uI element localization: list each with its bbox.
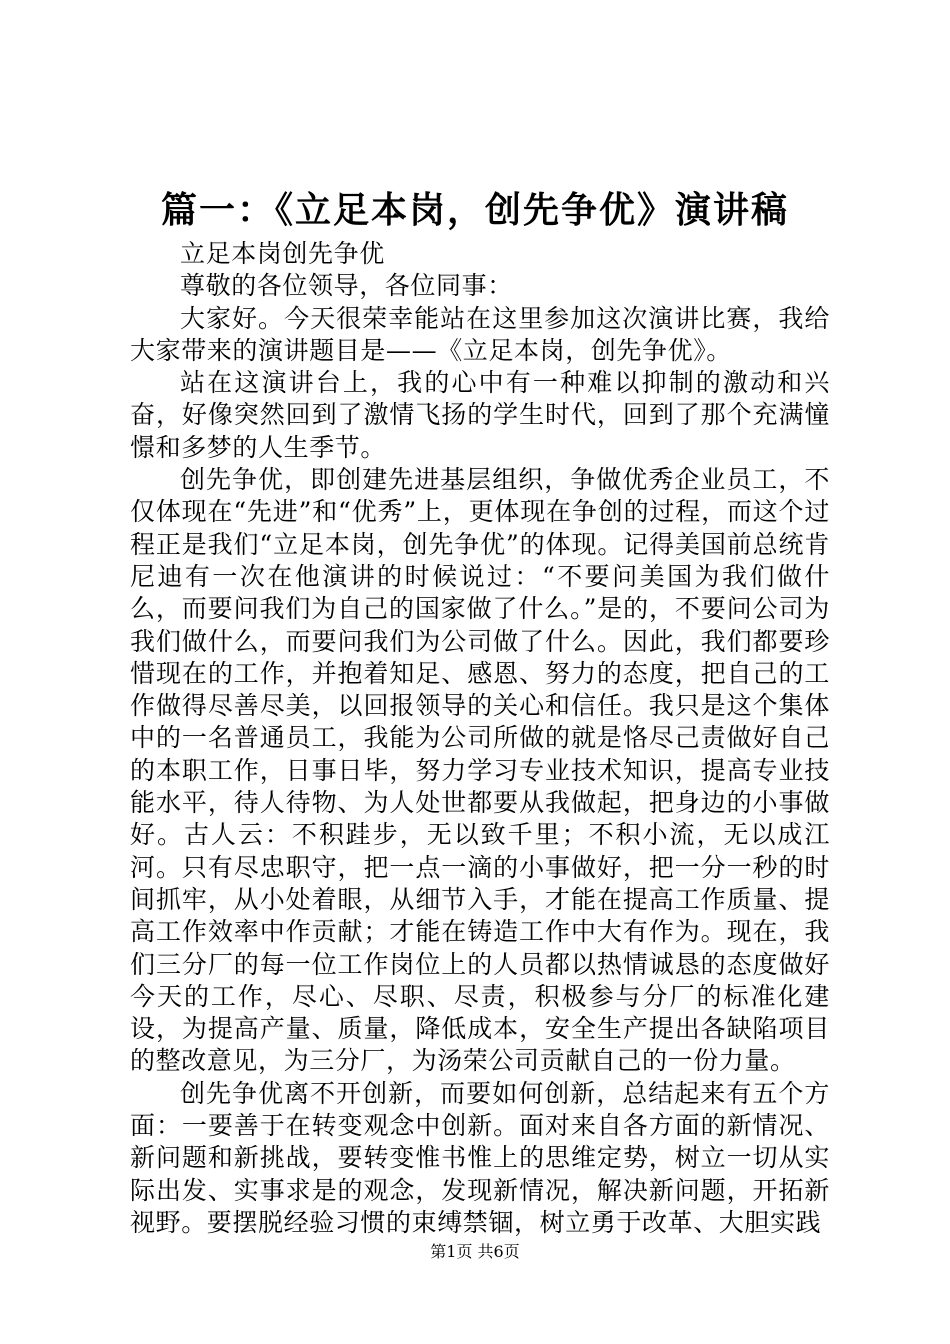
document-title: 篇一：《立足本岗，创先争优》演讲稿 — [160, 189, 789, 231]
page-number-footer: 第1页 共6页 — [430, 1242, 520, 1261]
paragraph-subtitle: 立足本岗创先争优 — [180, 239, 385, 268]
document-body — [130, 238, 830, 1239]
paragraph: 大家好。今天很荣幸能站在这里参加这次演讲比赛，我给大家带来的演讲题目是——《立足本岗，创先争优》。 — [130, 303, 830, 365]
paragraph-salutation: 尊敬的各位领导，各位同事： — [180, 271, 513, 301]
paragraph: 创先争优离不开创新，而要如何创新，总结起来有五个方面：一要善于在转变观念中创新。面对来自各方面的新情况、新问题和新挑战，要转变惟书惟上的思维定势，树立一切从实际出发、实事求是的观念，发现新情况，解决新问题，开拓新视野。要摆脱经验习惯的束缚禁锢，树立勇于改革、大胆实践 — [130, 1078, 830, 1237]
paragraph: 创先争优，即创建先进基层组织，争做优秀企业员工，不仅体现在“先进”和“优秀”上，更体现在争创的过程，而这个过程正是我们“立足本岗，创先争优”的体现。记得美国前总统肯尼迪有一次在他演讲的时候说过：“不要问美国为我们做什么，而要问我们为自己的国家做了什么。”是的，不要问公司为我们做什么，而要问我们为公司做了什么。因此，我们都要珍惜现在的工作，并抱着知足、感恩、努力的态度，把自己的工作做得尽善尽美，以回报领导的关心和信任。我只是这个集体中的一名普通员工，我能为公司所做的就是恪尽己责做好自己的本职工作，日事日毕，努力学习专业技术知识，提高专业技能水平，待人待物、为人处世都要从我做起，把身边的小事做好。古人云：不积跬步，无以致千里；不积小流，无以成江河。只有尽忠职守，把一点一滴的小事做好，把一分一秒的时间抓牢，从小处着眼，从细节入手，才能在提高工作质量、提高工作效率中作贡献；才能在铸造工作中大有作为。现在，我们三分厂的每一位工作岗位上的人员都以热情诚恳的态度做好今天的工作，尽心、尽职、尽责，积极参与分厂的标准化建设，为提高产量、质量，降低成本，安全生产提出各缺陷项目的整改意见，为三分厂，为汤荣公司贡献自己的一份力量。 — [130, 465, 830, 1076]
paragraph: 站在这演讲台上，我的心中有一种难以抑制的激动和兴奋，好像突然回到了激情飞扬的学生时代，回到了那个充满憧憬和多梦的人生季节。 — [130, 368, 830, 462]
